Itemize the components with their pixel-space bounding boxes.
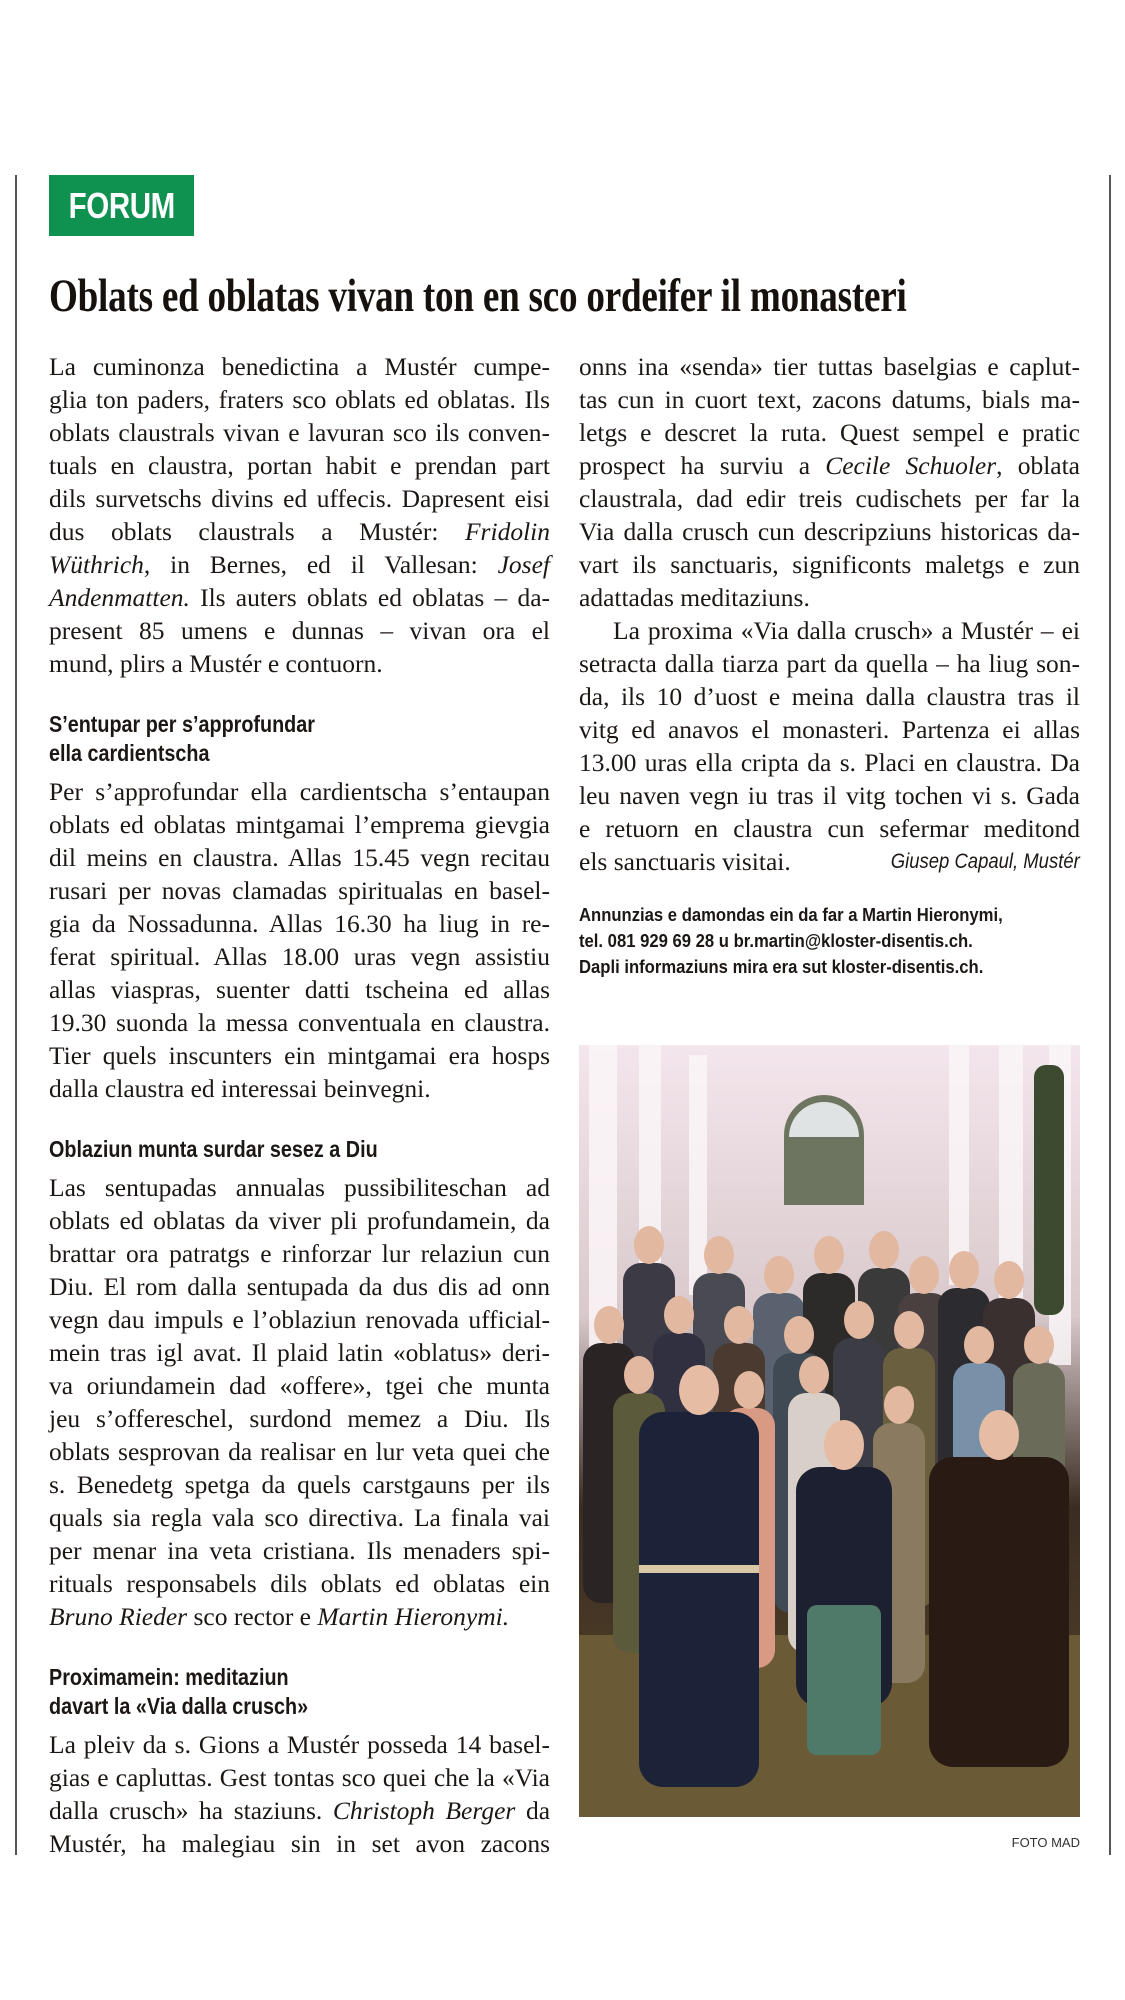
text-line	[49, 1402, 550, 1435]
text-run: prospect ha surviu a	[579, 451, 826, 480]
headline: Oblats ed oblatas vivan ton en sco ordeifer il monasteri	[49, 270, 907, 322]
text-line	[49, 1369, 550, 1402]
person-body	[639, 1412, 759, 1787]
text-line	[49, 350, 550, 383]
text-run: dalla crusch» ha staziuns.	[49, 1796, 333, 1825]
text-run: present 85 umens e dunnas – vivan ora el	[49, 616, 550, 645]
text-line	[49, 1270, 550, 1303]
text-run: Ils auters oblats ed oblatas – da-	[189, 583, 550, 612]
text-run: s. Benedetg spetga da quels carstgauns per ils	[49, 1470, 550, 1499]
text-run: ella cardientscha	[49, 740, 210, 766]
subheading-line	[49, 739, 550, 768]
contact-line: Annunzias e damondas ein da far a Martin Hieronymi,	[579, 904, 1003, 925]
italic-name: Josef	[497, 550, 550, 579]
text-line	[49, 1072, 550, 1105]
paragraph	[49, 350, 550, 680]
text-line	[49, 907, 550, 940]
subheading	[49, 1663, 550, 1721]
text-run: per menar ina veta cristiana. Ils menaders spi-	[49, 1536, 550, 1565]
italic-name: Wüthrich	[49, 550, 144, 579]
person-head	[979, 1410, 1019, 1460]
text-line	[49, 1567, 550, 1600]
person-head	[664, 1296, 694, 1334]
text-line	[49, 1600, 550, 1633]
text-run: dils survetschs divins ed uffecis. Dapresent eisi	[49, 484, 550, 513]
person-head	[994, 1261, 1024, 1299]
text-run: va oriundamein dad «offere», tgei che munta	[49, 1371, 550, 1400]
text-run: e retuorn en claustra cun sefermar meditond	[579, 814, 1080, 843]
text-line	[49, 548, 550, 581]
text-run: 19.30 suonda la messa conventuala en claustra.	[49, 1008, 550, 1037]
text-run: rituals responsabels dils oblats ed oblatas ein	[49, 1569, 550, 1598]
text-run: Proximamein: meditaziun	[49, 1664, 289, 1690]
text-line	[579, 548, 1080, 581]
text-run: La pleiv da s. Gions a Mustér posseda 14 basel-	[49, 1730, 550, 1759]
text-run: vegn dau impuls e l’oblaziun renovada ufficial-	[49, 1305, 550, 1334]
text-line	[579, 416, 1080, 449]
text-line	[579, 779, 1080, 812]
author-signature	[865, 845, 1080, 878]
subheading	[49, 710, 550, 768]
text-line	[49, 808, 550, 841]
text-run: mund, plirs a Mustér e contuorn.	[49, 649, 383, 678]
person-head	[884, 1386, 914, 1424]
text-run: da, ils 10 d’uost e meina dalla claustra tras il	[579, 682, 1080, 711]
text-line	[49, 1039, 550, 1072]
text-run: Diu. El rom dalla sentupada da dus dis ad onn	[49, 1272, 550, 1301]
subheading-line	[49, 1135, 550, 1164]
italic-name: Cecile Schuoler	[825, 451, 997, 480]
section-label-text: FORUM	[68, 184, 175, 226]
text-run: leu naven vegn iu tras il vitg tochen vi s. Gada	[579, 781, 1080, 810]
text-line	[49, 1237, 550, 1270]
text-run: glia ton paders, fraters sco oblats ed oblatas. Ils	[49, 385, 550, 414]
text-line	[49, 1794, 550, 1827]
subheading	[49, 1135, 550, 1164]
text-run: claustrala, dad edir treis cudischets per far la	[579, 484, 1080, 513]
text-line	[579, 482, 1080, 515]
text-run: allas viaspras, suenter datti tscheina ed allas	[49, 975, 550, 1004]
author-name: Giusep Capaul, Mustér	[890, 850, 1080, 873]
person-head	[764, 1256, 794, 1294]
text-line	[579, 449, 1080, 482]
text-run: Tier quels inscunters ein mintgamai era hosps	[49, 1041, 550, 1070]
person-head	[814, 1236, 844, 1274]
text-line	[49, 581, 550, 614]
text-line	[49, 1827, 550, 1860]
text-line	[49, 841, 550, 874]
text-run: tuals en claustra, portan habit e prendan part	[49, 451, 550, 480]
text-run: , in Bernes, ed il Vallesan:	[143, 550, 498, 579]
text-line	[49, 614, 550, 647]
text-run: S’entupar per s’approfundar	[49, 711, 315, 737]
text-line	[579, 515, 1080, 548]
text-line	[579, 845, 1080, 878]
person-head	[594, 1306, 624, 1344]
text-line	[49, 775, 550, 808]
person-head	[704, 1236, 734, 1274]
person-head	[679, 1365, 719, 1415]
text-run: da	[515, 1796, 551, 1825]
text-run: oblats sesprovan da realisar en lur veta quei che	[49, 1437, 550, 1466]
text-line	[49, 1501, 550, 1534]
text-run: oblats claustrals vivan e lavuran sco ils conven-	[49, 418, 550, 447]
person-head	[624, 1356, 654, 1394]
text-run: dil meins en claustra. Allas 15.45 vegn recitau	[49, 843, 550, 872]
text-run: tas cun in cuort text, zacons datums, bials ma-	[579, 385, 1080, 414]
text-line	[49, 1435, 550, 1468]
text-line	[49, 874, 550, 907]
subheading-line	[49, 1663, 550, 1692]
text-line	[579, 647, 1080, 680]
text-run: adattadas meditaziuns.	[579, 583, 810, 612]
text-line	[579, 350, 1080, 383]
person-head	[634, 1226, 664, 1264]
text-run: davart la «Via dalla crusch»	[49, 1693, 309, 1719]
contact-line: tel. 081 929 69 28 u br.martin@kloster-disentis.ch.	[579, 930, 973, 951]
paragraph	[49, 1171, 550, 1633]
text-run: Mustér, ha malegiau sin in set avon zacons	[49, 1829, 550, 1858]
text-run: quals sia regla vala sco directiva. La finala vai	[49, 1503, 550, 1532]
text-line	[579, 581, 1080, 614]
text-run: La proxima «Via dalla crusch» a Mustér – ei	[613, 616, 1080, 645]
column-rule-left	[15, 175, 17, 1855]
text-line	[579, 614, 1080, 647]
text-line	[49, 449, 550, 482]
text-line	[49, 973, 550, 1006]
text-run: dalla claustra ed interessai beinvegni.	[49, 1074, 431, 1103]
section-label	[49, 175, 194, 236]
text-run: dus oblats claustrals a Mustér:	[49, 517, 465, 546]
person-head	[909, 1256, 939, 1294]
contact-info	[579, 902, 1099, 980]
text-line	[49, 383, 550, 416]
person-head	[799, 1356, 829, 1394]
text-run: jeu s’offereschel, surdond memez a Diu. Ils	[49, 1404, 550, 1433]
sweater-stripe	[639, 1565, 759, 1573]
paragraph	[49, 775, 550, 1105]
contact-line: Dapli informaziuns mira era sut kloster-disentis.ch.	[579, 956, 984, 977]
photo-credit: FOTO MAD	[1011, 1835, 1080, 1850]
text-run: vart ils sanctuaris, significonts maletgs e zun	[579, 550, 1080, 579]
italic-name: Martin Hieronymi.	[317, 1602, 510, 1631]
person-head	[824, 1420, 864, 1470]
person-head	[784, 1316, 814, 1354]
text-line	[49, 1728, 550, 1761]
article-column-right	[579, 350, 1080, 878]
text-run: els sanctuaris visitai.	[579, 847, 791, 876]
text-line	[49, 940, 550, 973]
text-run: oblats ed oblatas da viver pli profundamein, da	[49, 1206, 550, 1235]
person-body	[929, 1457, 1069, 1767]
text-run: Las sentupadas annualas pussibiliteschan ad	[49, 1173, 550, 1202]
text-run: oblats ed oblatas mintgamai l’emprema gievgia	[49, 810, 550, 839]
text-run: Per s’approfundar ella cardientscha s’entaupan	[49, 777, 550, 806]
text-line	[49, 1468, 550, 1501]
text-line	[579, 812, 1080, 845]
italic-name: Andenmatten.	[49, 583, 190, 612]
text-run: mein tras igl avat. Il plaid latin «oblatus» deri-	[49, 1338, 550, 1367]
subheading-line	[49, 710, 550, 739]
person-head	[844, 1301, 874, 1339]
italic-name: Bruno Rieder	[49, 1602, 188, 1631]
text-run: Oblaziun munta surdar sesez a Diu	[49, 1136, 378, 1162]
person-head	[724, 1306, 754, 1344]
text-line	[49, 482, 550, 515]
person-head	[964, 1326, 994, 1364]
person-head	[869, 1231, 899, 1269]
person-head	[949, 1251, 979, 1289]
text-line	[49, 1171, 550, 1204]
paragraph	[579, 614, 1080, 878]
person-head	[894, 1311, 924, 1349]
subheading-line	[49, 1692, 550, 1721]
text-run: brattar ora patratgs e rinforzar lur relaziun cun	[49, 1239, 550, 1268]
person-head	[734, 1371, 764, 1409]
text-run: setracta dalla tiarza part da quella – ha liug son-	[579, 649, 1080, 678]
text-run: gia da Nossadunna. Allas 16.30 ha liug in re-	[49, 909, 550, 938]
text-run: letgs e descret la ruta. Quest sempel e pratic	[579, 418, 1080, 447]
text-run: ferat spiritual. Allas 18.00 uras vegn assistiu	[49, 942, 550, 971]
text-line	[49, 1761, 550, 1794]
column-rule-right	[1109, 175, 1111, 1855]
text-line	[49, 1534, 550, 1567]
paragraph	[49, 1728, 550, 1860]
text-line	[49, 1336, 550, 1369]
text-run: sco rector e	[187, 1602, 318, 1631]
person-head	[1024, 1326, 1054, 1364]
text-run: vitg ed anavos el monasteri. Partenza ei allas	[579, 715, 1080, 744]
text-run: gias e capluttas. Gest tontas sco quei che la «Via	[49, 1763, 550, 1792]
text-line	[579, 713, 1080, 746]
text-run: rusari per novas clamadas spiritualas en basel-	[49, 876, 550, 905]
group-photo	[579, 1045, 1080, 1817]
text-line	[49, 416, 550, 449]
paragraph	[579, 350, 1080, 614]
text-line	[49, 1006, 550, 1039]
italic-name: Christoph Berger	[332, 1796, 516, 1825]
person-jeans	[807, 1605, 881, 1755]
text-line	[579, 680, 1080, 713]
text-run: La cuminonza benedictina a Mustér cumpe-	[49, 352, 550, 381]
text-line	[579, 383, 1080, 416]
text-run: Via dalla crusch cun descripziuns historicas da-	[579, 517, 1080, 546]
italic-name: Fridolin	[464, 517, 550, 546]
text-run: , oblata	[996, 451, 1081, 480]
article-column-left	[49, 350, 550, 1860]
text-line	[49, 647, 550, 680]
text-line	[49, 1204, 550, 1237]
text-line	[49, 515, 550, 548]
text-run: 13.00 uras ella cripta da s. Placi en claustra. Da	[579, 748, 1080, 777]
text-line	[49, 1303, 550, 1336]
text-line	[579, 746, 1080, 779]
text-run: onns ina «senda» tier tuttas baselgias e caplut-	[579, 352, 1080, 381]
